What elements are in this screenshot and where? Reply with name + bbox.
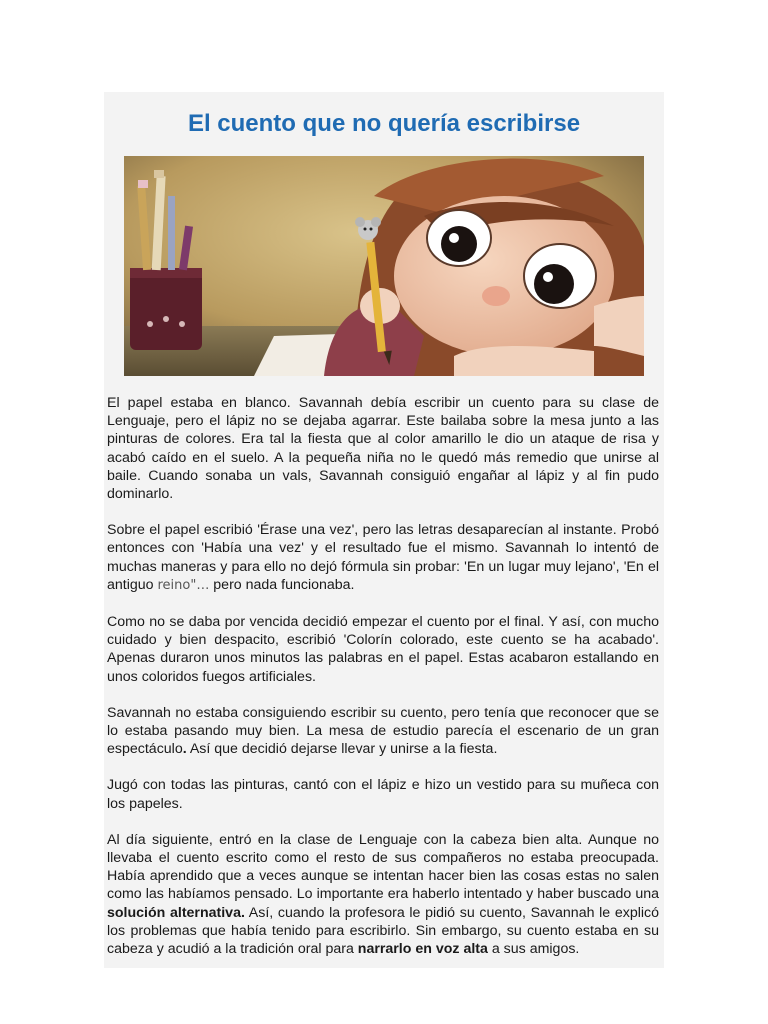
paragraph-2-text-b: pero nada funcionaba. — [209, 576, 355, 593]
paragraph-6-text-b: Así, cuando la profesora le pidió su cuento, Savannah le explicó los problemas que había tenido para escribirlo. Sin embargo, su cuento estaba en su cabeza y acudió a la tradición oral para — [107, 904, 659, 958]
paragraph-3-text: Como no se daba por vencida decidió empezar el cuento por el final. Y así, con mucho cuidado y bien despacito, escribió 'Colorín colorado, este cuento se ha acabado'. Apenas duraron unos minutos las palabras en el papel. Estas acabaron estallando en unos coloridos fuegos artificiales. — [107, 614, 659, 685]
paragraph-4-bold: . — [182, 741, 187, 758]
document-title: El cuento que no quería escribirse — [187, 110, 581, 137]
paragraph-6 — [107, 831, 659, 958]
paragraph-4-text-a: Savannah no estaba consiguiendo escribir su cuento, pero tenía que reconocer que se lo estaba pasando muy bien. La mesa de estudio parecía el escenario de un gran espectáculo — [107, 704, 659, 758]
story-body — [107, 394, 659, 976]
paragraph-6-bold-2: narrarlo en voz alta — [357, 941, 488, 958]
paragraph-1 — [107, 394, 659, 503]
paragraph-2-quote: reino"… — [157, 577, 210, 593]
paragraph-2 — [107, 521, 659, 595]
paragraph-5-text: Jugó con todas las pinturas, cantó con el lápiz e hizo un vestido para su muñeca con los papeles. — [107, 777, 659, 812]
paragraph-6-text-a: Al día siguiente, entró en la clase de Lenguaje con la cabeza bien alta. Aunque no llevaba el cuento escrito como el resto de sus compañeros no estaba preocupada. Había aprendido que a veces aunque se intentan hacer bien las cosas estas no salen como las habíamos pensado. Lo importante era haberlo intentado y haber buscado una — [107, 831, 659, 903]
paragraph-1-text: El papel estaba en blanco. Savannah debía escribir un cuento para su clase de Lenguaje, pero el lápiz no se dejaba agarrar. Este bailaba sobre la mesa junto a las pinturas de colores. Era tal la fiesta que al color amarillo le dio un ataque de risa y acabó caído en el suelo. A la pequeña niña no le quedó más remedio que unirse al baile. Cuando sonaba un vals, Savannah consiguió engañar al lápiz y al fin pudo dominarlo. — [107, 395, 659, 503]
paragraph-2-text-a: Sobre el papel escribió 'Érase una vez', pero las letras desaparecían al instante. Probó entonces con 'Había una vez' y el resultado fue el mismo. Savannah lo intentó de muchas maneras y para ello no dejó fórmula sin probar: 'En un lugar muy lejano', 'En el antiguo — [107, 522, 659, 593]
document-page — [104, 92, 664, 968]
girl-writing-illustration — [124, 156, 644, 376]
paragraph-4-text-b: Así que decidió dejarse llevar y unirse a la fiesta. — [186, 741, 498, 758]
paragraph-6-bold-1: solución alternativa. — [107, 904, 245, 921]
paragraph-3 — [107, 613, 659, 686]
paragraph-4 — [107, 704, 659, 759]
paragraph-5 — [107, 776, 659, 812]
paragraph-6-text-c: a sus amigos. — [487, 941, 580, 958]
